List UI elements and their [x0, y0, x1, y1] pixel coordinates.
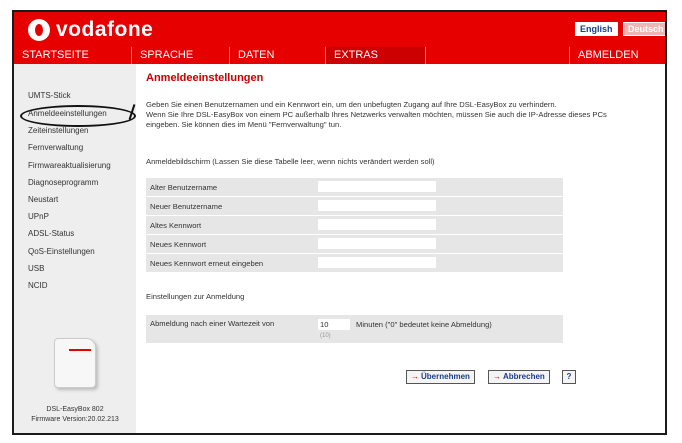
- sidebar-item-upnp[interactable]: UPnP: [28, 212, 49, 221]
- cancel-button[interactable]: [488, 370, 550, 384]
- cancel-button-label: Abbrechen: [503, 372, 545, 381]
- sidebar-item-firmwareaktualisierung[interactable]: Firmwareaktualisierung: [28, 161, 111, 170]
- router-body: [54, 338, 96, 388]
- nav-startseite[interactable]: STARTSEITE: [14, 47, 132, 64]
- vodafone-logo: [28, 17, 153, 43]
- language-deutsch-button[interactable]: Deutsch: [623, 22, 667, 36]
- vodafone-logo-icon: [28, 19, 50, 41]
- logout-timeout-unit: Minuten ("0" bedeutet keine Abmeldung): [356, 320, 492, 329]
- device-model: DSL-EasyBox 802: [46, 406, 104, 413]
- confirm-password-input[interactable]: [318, 257, 436, 268]
- new-password-label: Neues Kennwort: [150, 240, 207, 249]
- sidebar-item-diagnoseprogramm[interactable]: Diagnoseprogramm: [28, 178, 99, 187]
- logout-timeout-label: Abmeldung nach einer Wartezeit von: [150, 319, 275, 328]
- main-nav: [14, 47, 665, 64]
- logout-timeout-hint: (10): [320, 333, 331, 339]
- sidebar-item-zeiteinstellungen[interactable]: Zeiteinstellungen: [28, 126, 89, 135]
- apply-button-label: Übernehmen: [421, 372, 470, 381]
- sidebar-item-adsl-status[interactable]: ADSL-Status: [28, 229, 75, 238]
- logout-settings-row: [146, 315, 563, 343]
- sidebar-item-neustart[interactable]: Neustart: [28, 195, 59, 204]
- arrow-right-icon: →: [493, 372, 501, 381]
- header-bar: [14, 12, 665, 47]
- old-password-label: Altes Kennwort: [150, 221, 202, 230]
- arrow-right-icon: →: [411, 372, 419, 381]
- field-row-new-username: [146, 197, 563, 215]
- pen-circle-annotation: [20, 105, 136, 127]
- nav-spacer: [426, 47, 570, 64]
- main-content: [144, 64, 665, 434]
- sidebar-item-umts-stick[interactable]: UMTS-Stick: [28, 91, 71, 100]
- nav-daten[interactable]: DATEN: [230, 47, 326, 64]
- logout-timeout-input[interactable]: [318, 319, 350, 330]
- new-password-input[interactable]: [318, 238, 436, 249]
- old-password-input[interactable]: [318, 219, 436, 230]
- field-row-old-username: [146, 178, 563, 196]
- intro-line-1: Geben Sie einen Benutzernamen und ein Kennwort ein, um den unbefugten Zugang auf Ihre DSL-EasyBox zu verhindern.: [146, 100, 557, 109]
- credentials-table: [146, 178, 563, 273]
- sidebar-item-ncid[interactable]: NCID: [28, 281, 48, 290]
- brand-name: vodafone: [56, 18, 154, 41]
- new-username-label: Neuer Benutzername: [150, 202, 223, 211]
- logout-section-label: Einstellungen zur Anmeldung: [146, 292, 245, 301]
- sidebar-item-anmeldeeinstellungen[interactable]: Anmeldeeinstellungen: [28, 109, 107, 118]
- apply-button[interactable]: [406, 370, 475, 384]
- old-username-label: Alter Benutzername: [150, 183, 218, 192]
- language-english-button[interactable]: English: [575, 22, 618, 36]
- login-screen-label: Anmeldebildschirm (Lassen Sie diese Tabelle leer, wenn nichts verändert werden soll): [146, 157, 435, 166]
- intro-line-3: eingeben. Sie können dies im Menü "Fernverwaltung" tun.: [146, 120, 342, 129]
- nav-abmelden[interactable]: ABMELDEN: [578, 49, 639, 61]
- nav-extras[interactable]: EXTRAS: [326, 47, 426, 64]
- field-row-confirm-password: [146, 254, 563, 272]
- browser-frame: [12, 10, 667, 435]
- page-title: Anmeldeeinstellungen: [146, 72, 264, 84]
- field-row-old-password: [146, 216, 563, 234]
- old-username-input[interactable]: [318, 181, 436, 192]
- router-image: [50, 334, 98, 390]
- router-led: [69, 349, 91, 351]
- sidebar-item-fernverwaltung[interactable]: Fernverwaltung: [28, 143, 84, 152]
- new-username-input[interactable]: [318, 200, 436, 211]
- field-row-new-password: [146, 235, 563, 253]
- help-button[interactable]: ?: [562, 370, 576, 384]
- intro-line-2: Wenn Sie Ihre DSL-EasyBox von einem PC außerhalb Ihres Netzwerks verwalten möchten, müssen Sie auch die IP-Adresse dieses PCs: [146, 110, 607, 119]
- device-firmware: Firmware Version:20.02.213: [31, 416, 119, 423]
- nav-sprache[interactable]: SPRACHE: [132, 47, 230, 64]
- sidebar-item-usb[interactable]: USB: [28, 264, 45, 273]
- confirm-password-label: Neues Kennwort erneut eingeben: [150, 259, 264, 268]
- sidebar-item-qos-einstellungen[interactable]: QoS-Einstellungen: [28, 247, 95, 256]
- intro-text: [146, 100, 665, 130]
